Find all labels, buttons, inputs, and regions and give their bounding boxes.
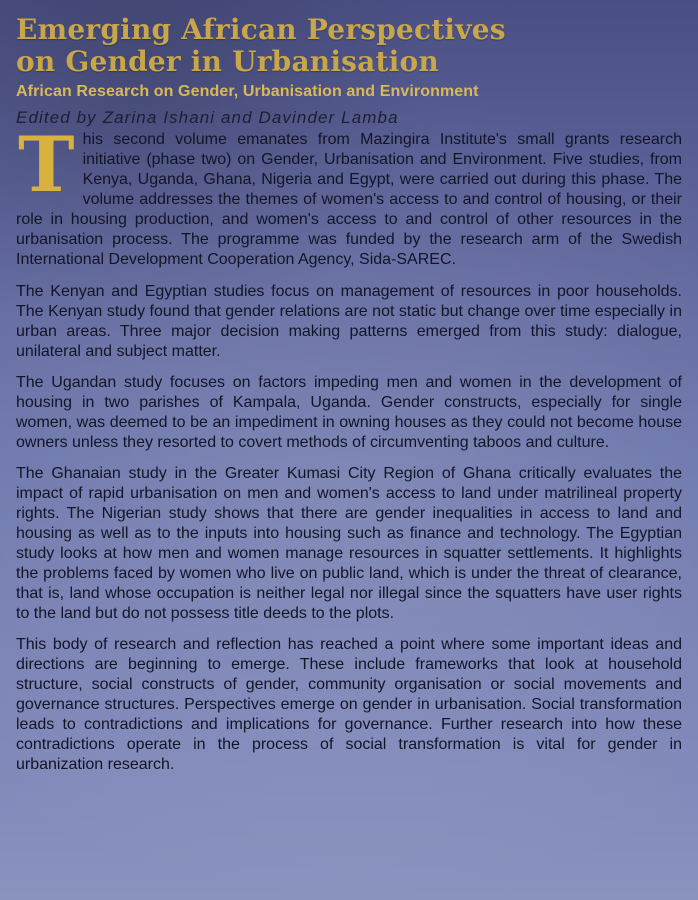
blurb-text bbox=[16, 120, 682, 775]
book-title bbox=[16, 14, 682, 78]
paragraph-2: The Kenyan and Egyptian studies focus on management of resources in poor households. The Kenyan study found that gender relations are not static but change over time especially in urban areas. Three major decision making patterns emerged from this study: dialogue, unilateral and subject matter. bbox=[16, 283, 682, 360]
book-subtitle: African Research on Gender, Urbanisation and Environment bbox=[16, 83, 479, 100]
editors-line: Edited by Zarina Ishani and Davinder Lamba bbox=[16, 108, 399, 127]
drop-cap-letter: T bbox=[18, 120, 75, 209]
paragraph-1 bbox=[16, 120, 682, 270]
book-title-line-1: Emerging African Perspectives bbox=[16, 13, 506, 46]
paragraph-4: The Ghanaian study in the Greater Kumasi City Region of Ghana critically evaluates the impact of rapid urbanisation on men and women's access to land under matrilineal property rights. The Nigerian study shows that there are gender inequalities in access to land and housing as well as to the inputs into housing such as finance and technology. The Egyptian study looks at how men and women manage resources in squatter settlements. It highlights the problems faced by women who live on public land, which is under the threat of clearance, that is, land whose occupation is neither legal nor illegal since the squatters have user rights to the land but do not possess title deeds to the plots. bbox=[16, 465, 682, 622]
paragraph-5: This body of research and reflection has reached a point where some important ideas and directions are beginning to emerge. These include frameworks that look at household structure, social constructs of gender, community organisation or social movements and governance structures. Perspectives emerge on gender in urbanisation. Social transformation leads to contradictions and implications for governance. Further research into how these contradictions operate in the process of social transformation is vital for gender in urbanization research. bbox=[16, 636, 682, 773]
book-title-line-2: on Gender in Urbanisation bbox=[16, 45, 439, 78]
paragraph-1-text: his second volume emanates from Mazingira Institute's small grants research initiative (phase two) on Gender, Urbanisation and Environment. Five studies, from Kenya, Uganda, Ghana, Nigeria and Egypt, were carried out during this phase. The volume addresses the themes of women's access to and control of housing, or their role in housing production, and women's access to and control of other resources in the urbanisation process. The programme was funded by the research arm of the Swedish International Development Cooperation Agency, Sida-SAREC. bbox=[16, 131, 682, 268]
paragraph-3: The Ugandan study focuses on factors impeding men and women in the development of housing in two parishes of Kampala, Uganda. Gender constructs, especially for single women, was deemed to be an impediment in owning houses as they could not become house owners unless they resorted to covert methods of circumventing taboos and culture. bbox=[16, 374, 682, 451]
